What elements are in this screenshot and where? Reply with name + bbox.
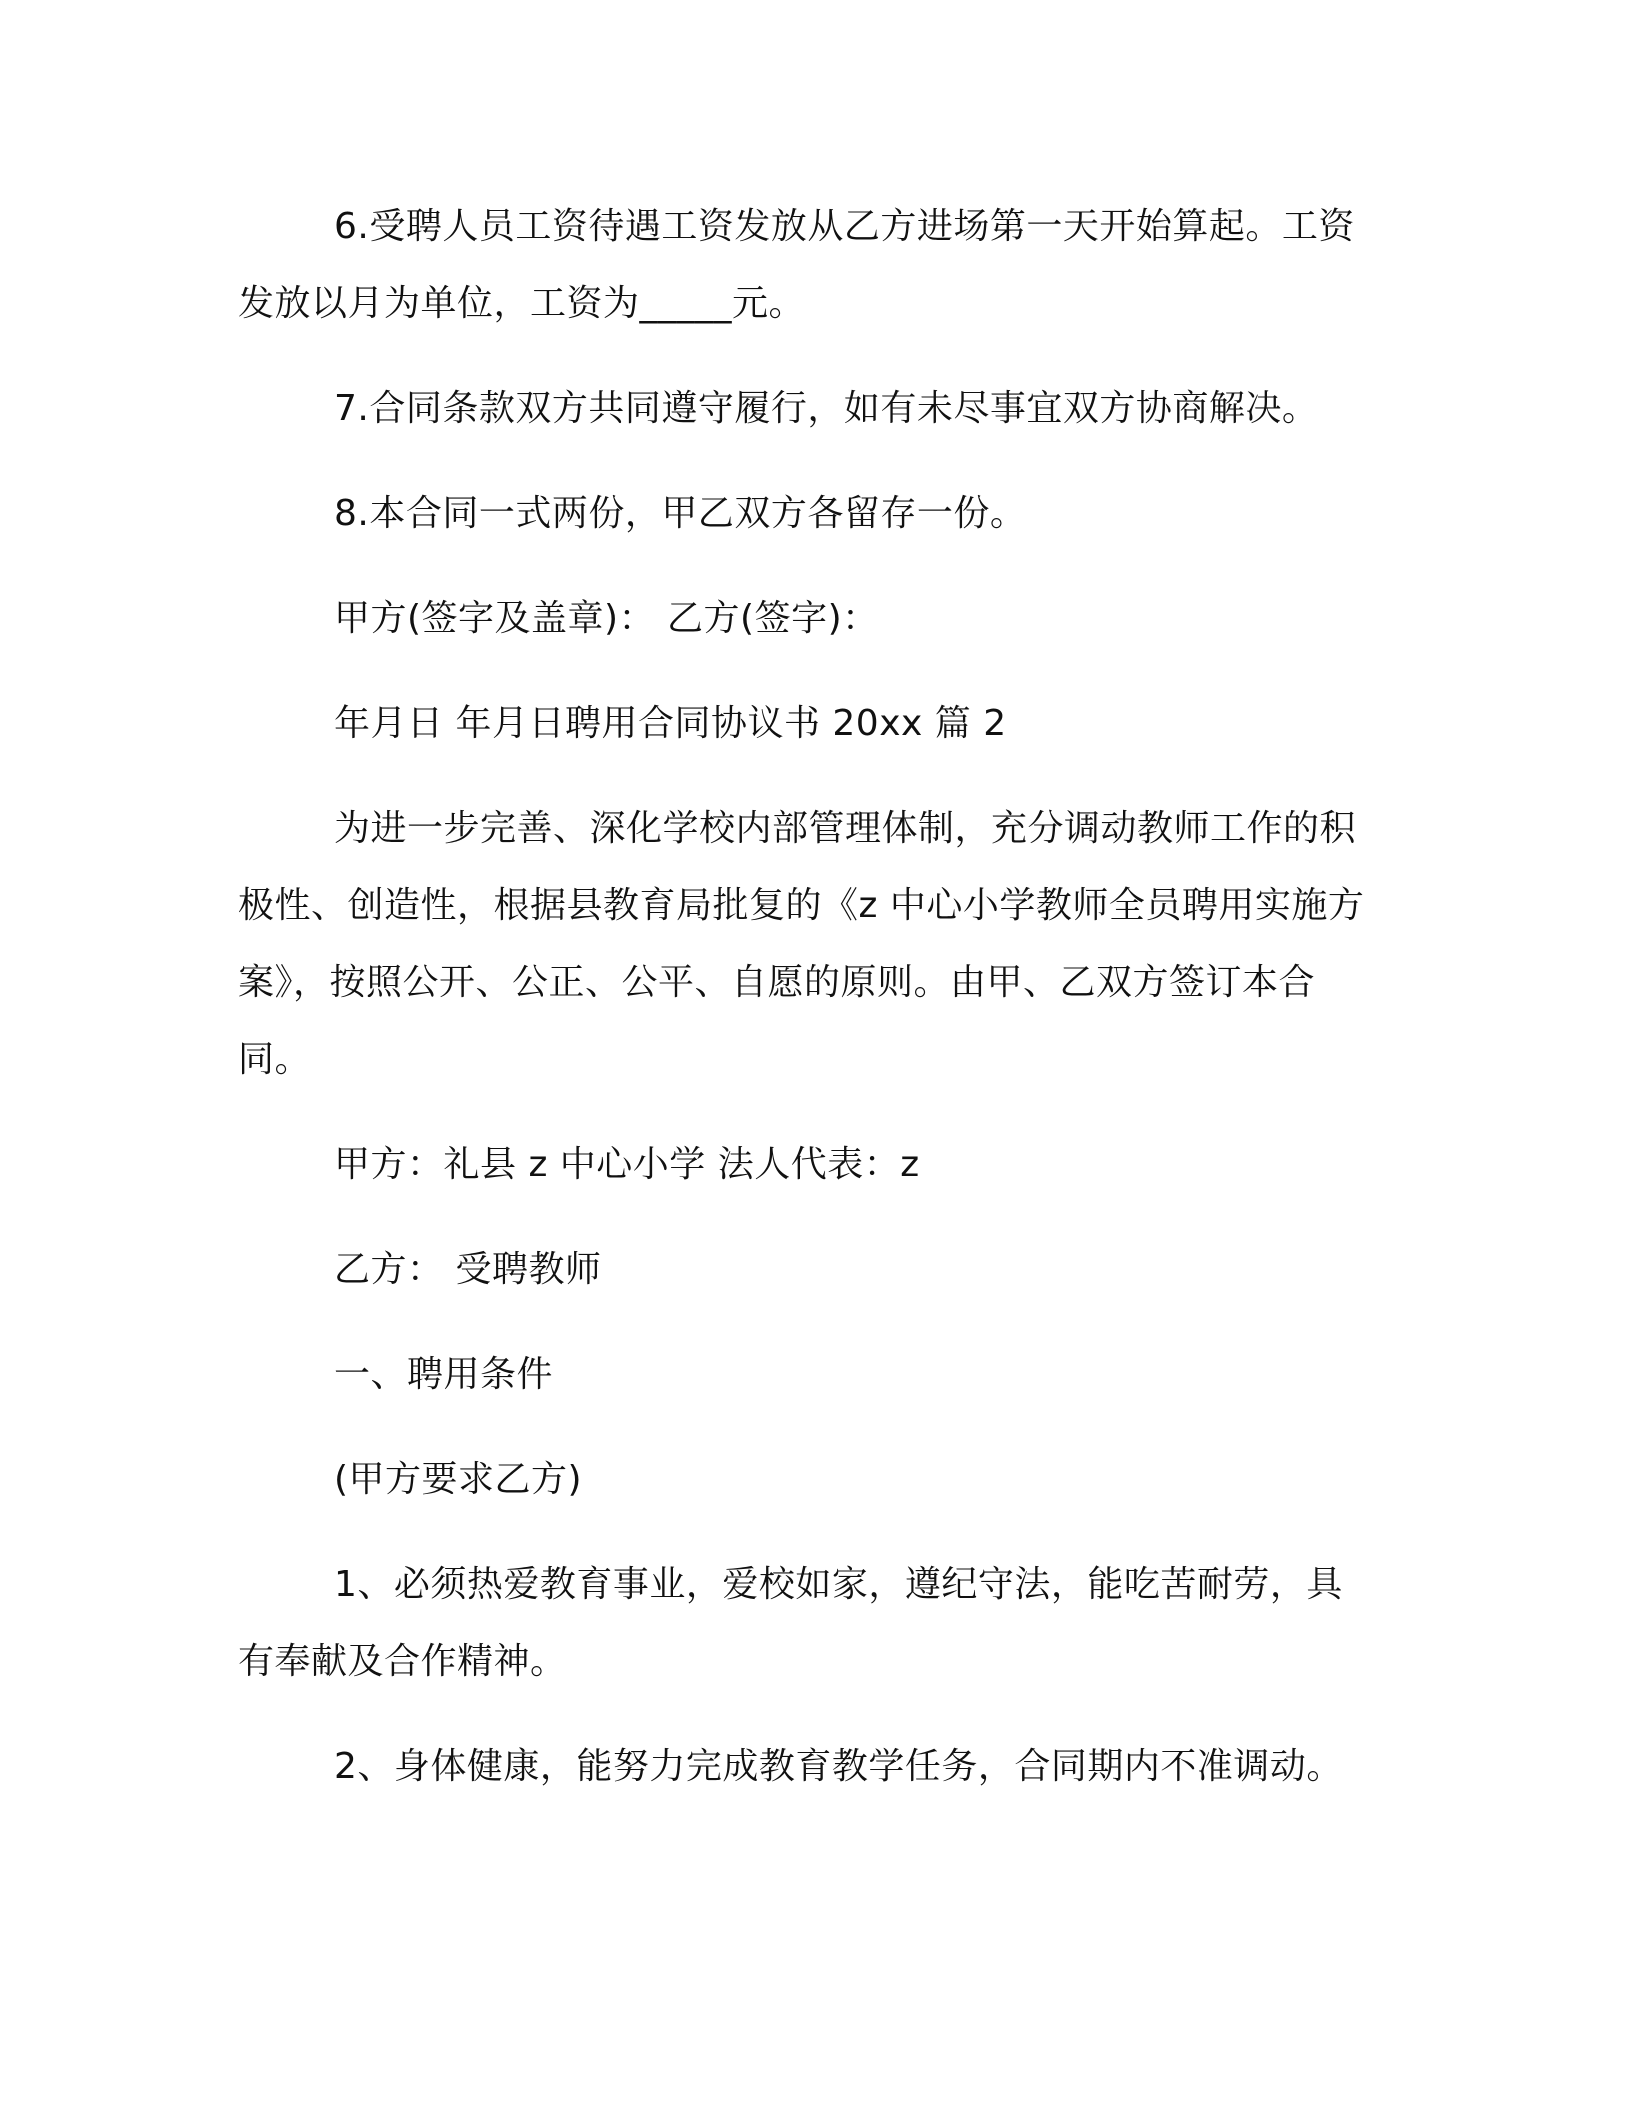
clause-6-salary: 6.受聘人员工资待遇工资发放从乙方进场第一天开始算起。工资发放以月为单位，工资为_____元。 — [238, 206, 1355, 324]
date-and-section-title: 年月日 年月日聘用合同协议书 20xx 篇 2 — [334, 703, 1007, 744]
section-heading-conditions: 一、聘用条件 — [334, 1354, 554, 1395]
document-body — [238, 188, 1374, 1833]
preamble-paragraph: 为进一步完善、深化学校内部管理体制，充分调动教师工作的积极性、创造性，根据县教育局批复的《z 中心小学教师全员聘用实施方案》，按照公开、公正、公平、自愿的原则。由甲、乙双方签订本合同。 — [238, 808, 1365, 1080]
party-b-line: 乙方： 受聘教师 — [334, 1249, 602, 1290]
requirements-note: (甲方要求乙方) — [334, 1459, 583, 1500]
clause-7-compliance: 7.合同条款双方共同遵守履行，如有未尽事宜双方协商解决。 — [334, 388, 1319, 429]
condition-1: 1、必须热爱教育事业，爱校如家，遵纪守法，能吃苦耐劳，具有奉献及合作精神。 — [238, 1564, 1343, 1682]
condition-2: 2、身体健康，能努力完成教育教学任务，合同期内不准调动。 — [334, 1746, 1343, 1787]
party-a-line: 甲方：礼县 z 中心小学 法人代表：z — [334, 1144, 920, 1185]
signature-line: 甲方(签字及盖章)： 乙方(签字)： — [334, 598, 879, 639]
clause-8-copies: 8.本合同一式两份，甲乙双方各留存一份。 — [334, 493, 1027, 534]
